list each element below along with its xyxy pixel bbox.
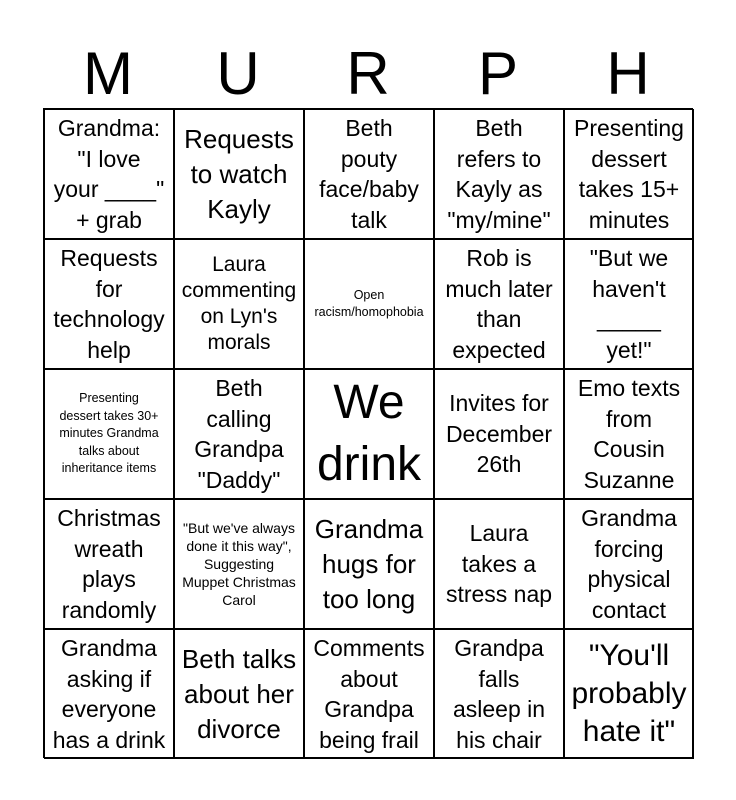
cell-text: Presenting dessert takes 15+ minutes — [574, 115, 684, 233]
cell-text: Grandma forcing physical contact — [581, 505, 677, 623]
cell-text: Beth pouty face/baby talk — [319, 115, 419, 233]
bingo-cell[interactable] — [44, 369, 174, 499]
cell-text: "You'll probably hate it" — [571, 639, 687, 748]
bingo-cell[interactable] — [434, 369, 564, 499]
cell-text: Comments about Grandpa being frail — [313, 635, 425, 753]
cell-text: Invites for December 26th — [445, 390, 553, 478]
bingo-cell[interactable] — [304, 109, 434, 239]
bingo-cell[interactable] — [304, 239, 434, 369]
cell-text: "But we haven't _____ yet!" — [589, 245, 669, 363]
cell-text: Open racism/homophobia — [314, 287, 424, 319]
header-letter-p: P — [477, 40, 519, 107]
cell-text: Christmas wreath plays randomly — [57, 505, 161, 623]
bingo-cell[interactable] — [304, 629, 434, 759]
bingo-board — [43, 108, 693, 758]
bingo-cell[interactable] — [564, 499, 694, 629]
cell-text: Grandpa falls asleep in his chair — [452, 635, 546, 753]
cell-text: Laura takes a stress nap — [445, 520, 553, 608]
bingo-cell[interactable] — [174, 499, 304, 629]
header-letter-h: H — [606, 40, 650, 107]
bingo-cell[interactable] — [564, 369, 694, 499]
bingo-cell[interactable] — [174, 109, 304, 239]
cell-text: "But we've always done it this way", Suggesting Muppet Christmas Carol — [182, 520, 296, 608]
cell-text: Beth calling Grandpa "Daddy" — [194, 375, 284, 493]
bingo-cell[interactable] — [44, 109, 174, 239]
bingo-cell[interactable] — [434, 499, 564, 629]
bingo-cell[interactable] — [44, 239, 174, 369]
bingo-cell-free[interactable] — [304, 369, 434, 499]
cell-text: Emo texts from Cousin Suzanne — [577, 375, 681, 493]
header-letter-m: M — [83, 40, 133, 107]
cell-text: Rob is much later than expected — [445, 245, 553, 363]
bingo-cell[interactable] — [174, 239, 304, 369]
header-letter-u: U — [216, 40, 260, 107]
cell-text: Beth talks about her divorce — [181, 643, 297, 744]
bingo-cell[interactable] — [304, 499, 434, 629]
header-letter-r: R — [346, 40, 390, 107]
bingo-cell[interactable] — [434, 629, 564, 759]
cell-text: Grandma asking if everyone has a drink — [52, 635, 166, 753]
bingo-header — [43, 40, 693, 108]
cell-text: Requests for technology help — [53, 245, 165, 363]
cell-text: Beth refers to Kayly as "my/mine" — [447, 115, 551, 233]
cell-text: Presenting dessert takes 30+ minutes Grandma talks about inheritance items — [59, 391, 159, 476]
bingo-cell[interactable] — [564, 629, 694, 759]
bingo-cell[interactable] — [434, 109, 564, 239]
cell-text: Grandma: "I love your ____" + grab — [53, 115, 165, 233]
bingo-cell[interactable] — [174, 369, 304, 499]
cell-text: Requests to watch Kayly — [184, 123, 294, 224]
cell-text: We drink — [316, 376, 422, 491]
cell-text: Grandma hugs for too long — [314, 513, 424, 614]
bingo-cell[interactable] — [174, 629, 304, 759]
bingo-cell[interactable] — [564, 109, 694, 239]
cell-text: Laura commenting on Lyn's morals — [181, 253, 297, 354]
bingo-cell[interactable] — [44, 499, 174, 629]
bingo-cell[interactable] — [564, 239, 694, 369]
bingo-cell[interactable] — [44, 629, 174, 759]
bingo-cell[interactable] — [434, 239, 564, 369]
